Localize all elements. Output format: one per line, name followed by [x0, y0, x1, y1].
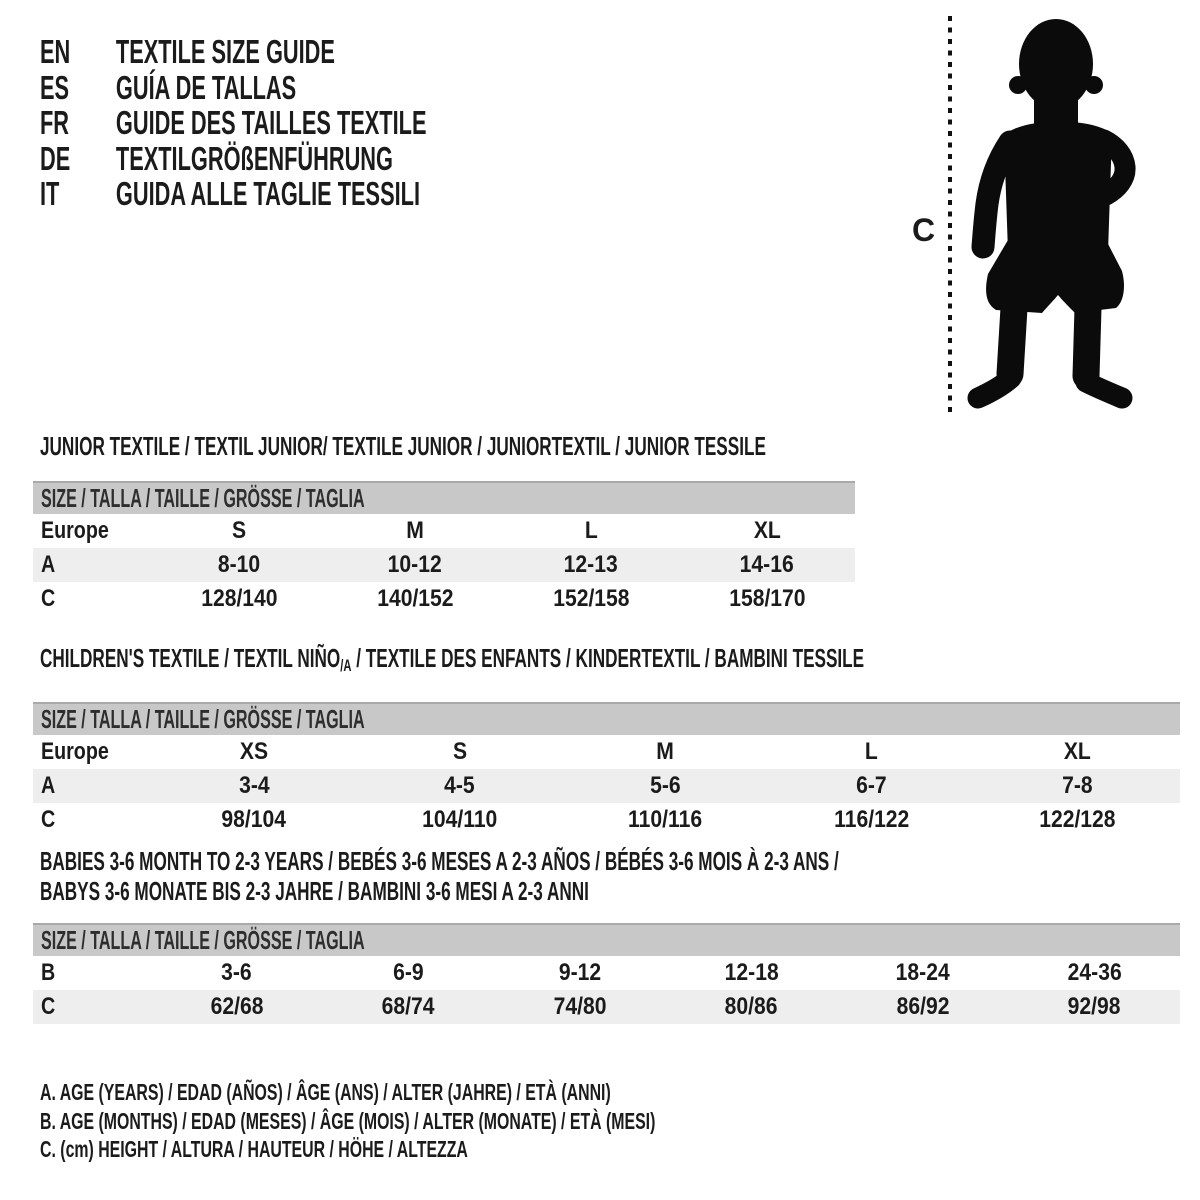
guide-title-fr: GUIDE DES TAILLES TEXTILE	[115, 104, 427, 141]
language-row-fr	[40, 105, 626, 141]
language-row-de	[40, 141, 626, 177]
language-code: IT	[40, 175, 60, 212]
babies-size-table	[33, 923, 1180, 1024]
size-header-bar: SIZE / TALLA / TAILLE / GRÖSSE / TAGLIA	[33, 923, 1180, 956]
guide-title-en: TEXTILE SIZE GUIDE	[115, 33, 335, 70]
table-row-height: C 128/140 140/152 152/158 158/170	[41, 585, 806, 612]
language-code: ES	[40, 68, 70, 106]
legend-height-cm: C. (cm) HEIGHT / ALTURA / HAUTEUR / HÖHE / ALTEZZA	[40, 1136, 468, 1162]
language-row-it	[40, 176, 626, 212]
junior-section-title: JUNIOR TEXTILE / TEXTIL JUNIOR/ TEXTILE JUNIOR / JUNIORTEXTIL / JUNIOR TESSILE	[40, 431, 766, 461]
guide-title-es: GUÍA DE TALLAS	[115, 68, 297, 106]
language-code: FR	[40, 104, 70, 141]
measurement-legend	[40, 1078, 932, 1164]
table-row-height: C 62/68 68/74 74/80 80/86 86/92 92/98	[33, 990, 1180, 1024]
table-row-age-years: A 8-10 10-12 12-13 14-16	[33, 548, 855, 582]
nino-a-subscript: /A	[340, 656, 352, 675]
guide-title-it: GUIDA ALLE TAGLIE TESSILI	[115, 175, 421, 212]
legend-age-years: A. AGE (YEARS) / EDAD (AÑOS) / ÂGE (ANS) / ALTER (JAHRE) / ETÀ (ANNI)	[40, 1079, 611, 1105]
height-measure-line	[946, 16, 954, 416]
language-code: DE	[40, 139, 71, 177]
table-row-height: C 98/104 104/110 110/116 116/122 122/128	[41, 806, 1116, 833]
table-row-age-years: A 3-4 4-5 5-6 6-7 7-8	[33, 769, 1180, 803]
table-row-europe: Europe XS S M L XL	[41, 738, 1091, 765]
size-header-bar: SIZE / TALLA / TAILLE / GRÖSSE / TAGLIA	[33, 481, 855, 514]
language-row-es	[40, 70, 626, 106]
toddler-silhouette-icon	[958, 14, 1143, 419]
size-header-bar: SIZE / TALLA / TAILLE / GRÖSSE / TAGLIA	[33, 702, 1180, 735]
guide-title-de: TEXTILGRÖßENFÜHRUNG	[115, 139, 393, 177]
language-title-list	[40, 34, 626, 212]
children-size-table	[33, 702, 1180, 837]
table-row-europe: Europe S M L XL	[41, 517, 781, 544]
language-row-en	[40, 34, 626, 70]
table-row-age-months: B 3-6 6-9 9-12 12-18 18-24 24-36	[41, 959, 1122, 986]
children-section-title: CHILDREN'S TEXTILE / TEXTIL NIÑO/A / TEXTILE DES ENFANTS / KINDERTEXTIL / BAMBINI TESSILE	[40, 643, 865, 675]
legend-age-months: B. AGE (MONTHS) / EDAD (MESES) / ÂGE (MOIS) / ALTER (MONATE) / ETÀ (MESI)	[40, 1107, 656, 1134]
height-measure-label: C	[912, 212, 936, 248]
junior-size-table	[33, 481, 855, 616]
language-code: EN	[40, 33, 71, 70]
babies-section-title: BABIES 3-6 MONTH TO 2-3 YEARS / BEBÉS 3-6 MESES A 2-3 AÑOS / BÉBÉS 3-6 MOIS À 2-3 ANS / BABYS 3-6 MONATE BIS 2-3 JAHRE / BAMBINI 3-6 MESI A 2-3 ANNI	[40, 846, 839, 906]
